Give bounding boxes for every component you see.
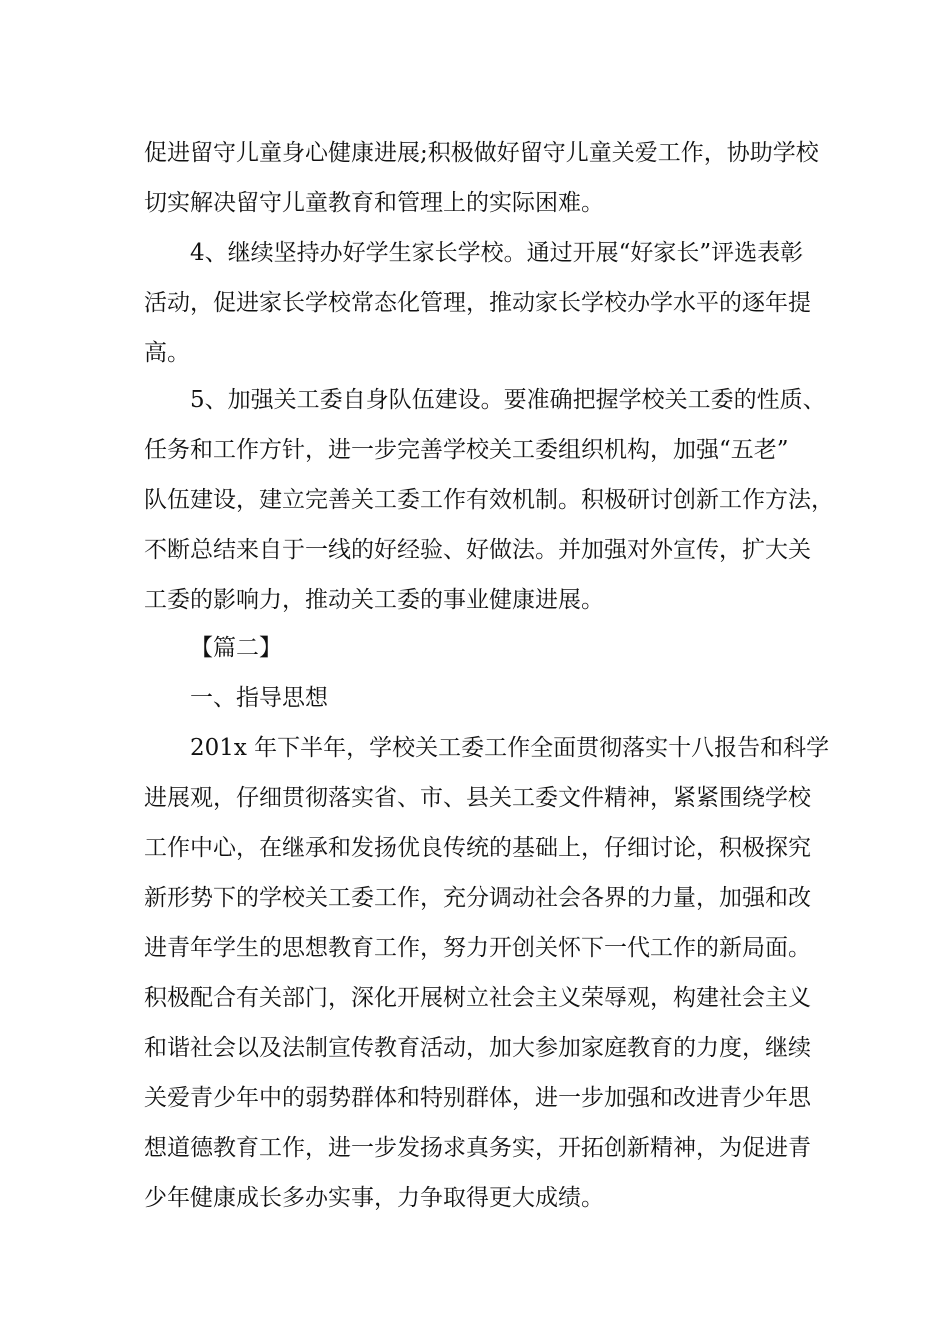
body-line: 想道德教育工作，进一步发扬求真务实，开拓创新精神，为促进青 <box>144 1135 811 1161</box>
body-line: 工委的影响力，推动关工委的事业健康进展。 <box>144 587 604 613</box>
body-line: 队伍建设，建立完善关工委工作有效机制。积极研讨创新工作方法， <box>144 487 834 513</box>
body-line: 进展观，仔细贯彻落实省、市、县关工委文件精神，紧紧围绕学校 <box>144 785 811 811</box>
body-line: 进青年学生的思想教育工作，努力开创关怀下一代工作的新局面。 <box>144 935 811 961</box>
body-line: 工作中心，在继承和发扬优良传统的基础上，仔细讨论，积极探究 <box>144 835 811 861</box>
list-item-5: 5、加强关工委自身队伍建设。要准确把握学校关工委的性质、 <box>190 387 826 413</box>
paragraph-start: 201x 年下半年，学校关工委工作全面贯彻落实十八报告和科学 <box>190 735 830 761</box>
body-line: 活动，促进家长学校常态化管理，推动家长学校办学水平的逐年提 <box>144 290 811 316</box>
body-line: 促进留守儿童身心健康进展;积极做好留守儿童关爱工作，协助学校 <box>144 140 819 166</box>
body-line: 和谐社会以及法制宣传教育活动，加大参加家庭教育的力度，继续 <box>144 1035 811 1061</box>
section-heading: 【篇二】 <box>190 635 282 661</box>
body-line: 少年健康成长多办实事，力争取得更大成绩。 <box>144 1185 604 1211</box>
body-line: 不断总结来自于一线的好经验、好做法。并加强对外宣传，扩大关 <box>144 537 811 563</box>
body-line: 切实解决留守儿童教育和管理上的实际困难。 <box>144 190 604 216</box>
list-item-4: 4、继续坚持办好学生家长学校。通过开展“好家长”评选表彰 <box>190 240 804 266</box>
subsection-heading: 一、指导思想 <box>190 685 328 711</box>
body-line: 新形势下的学校关工委工作，充分调动社会各界的力量，加强和改 <box>144 885 811 911</box>
body-line: 关爱青少年中的弱势群体和特别群体，进一步加强和改进青少年思 <box>144 1085 811 1111</box>
body-line: 积极配合有关部门，深化开展树立社会主义荣辱观，构建社会主义 <box>144 985 811 1011</box>
body-line: 任务和工作方针，进一步完善学校关工委组织机构，加强“五老” <box>144 437 789 463</box>
body-line: 高。 <box>144 340 190 366</box>
